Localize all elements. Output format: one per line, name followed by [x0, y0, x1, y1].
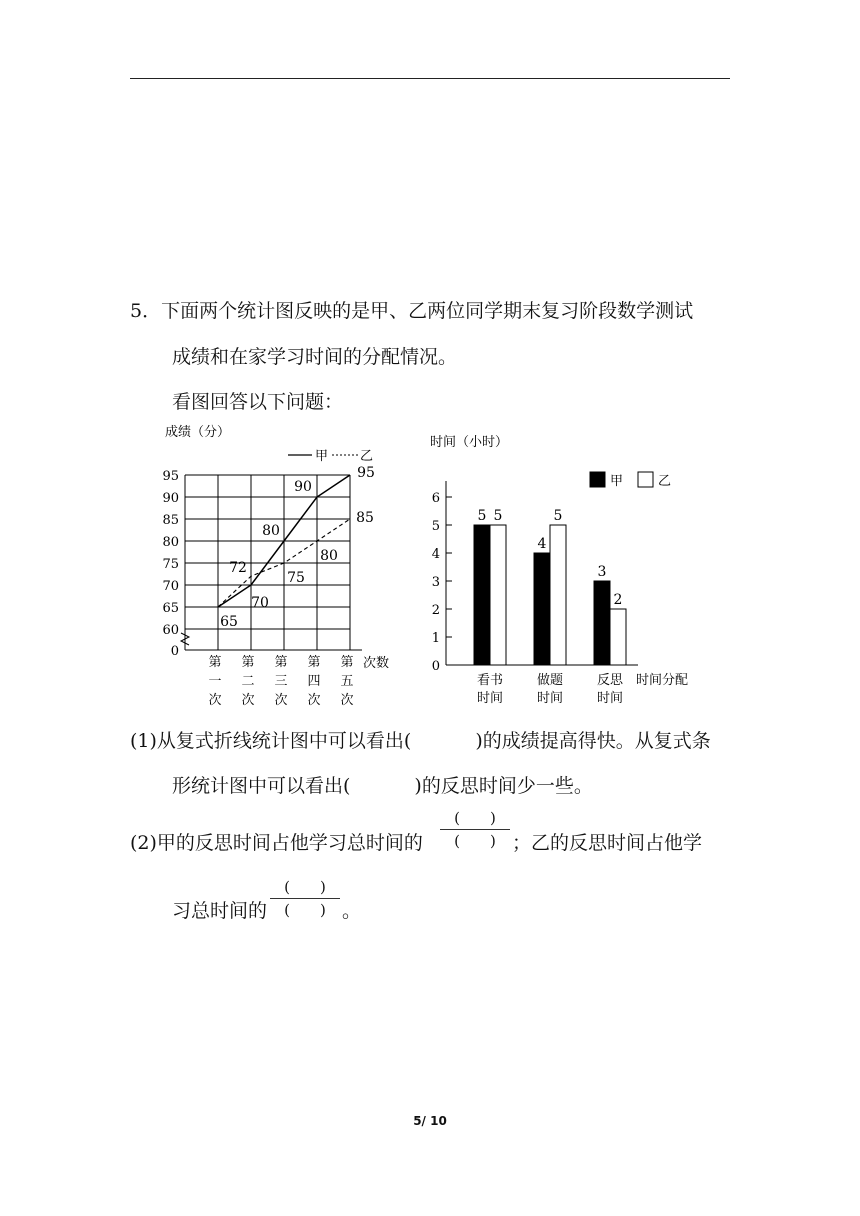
y-tick-label: 60 [162, 623, 179, 638]
fraction-blank-1[interactable] [440, 808, 510, 851]
y-tick-label: 0 [170, 644, 179, 659]
bar-jia [594, 581, 610, 665]
y-tick-label: 2 [431, 603, 440, 618]
subquestion-2-text-d: 。 [342, 900, 362, 922]
y-tick-label: 90 [162, 491, 179, 506]
y-tick-label: 85 [162, 513, 179, 528]
x-tick-label: 第 [274, 655, 288, 670]
question-number: 5． [130, 300, 162, 322]
data-label: 5 [493, 508, 503, 524]
line-chart-ylabel: 成绩（分） [165, 425, 231, 440]
x-tick-label: 反思 [596, 673, 624, 688]
bar-chart [420, 420, 720, 715]
fraction-bar [440, 829, 510, 830]
y-tick-label: 70 [162, 579, 179, 594]
question-5-line1 [130, 296, 693, 323]
q1-text-d: )的反思时间少一些。 [414, 775, 593, 797]
x-tick-label: 次 [241, 693, 255, 708]
fraction-bar [270, 898, 340, 899]
x-tick-label: 三 [274, 674, 288, 689]
fraction-denominator: ( ) [284, 901, 326, 919]
question-5-line3: 看图回答以下问题： [172, 391, 344, 413]
question-text: 下面两个统计图反映的是甲、乙两位同学期末复习阶段数学测试 [161, 300, 694, 322]
fraction-numerator: ( ) [284, 878, 326, 896]
subquestion-2-text-b: ；乙的反思时间占他学 [512, 832, 703, 854]
x-tick-label: 次 [208, 693, 222, 708]
data-label: 95 [357, 465, 375, 481]
legend-swatch-white [638, 472, 653, 487]
header-rule [130, 78, 730, 79]
subquestion-1-line2 [172, 771, 593, 798]
bar-chart-ylabel: 时间（小时） [430, 435, 509, 450]
bar-yi [550, 525, 566, 665]
x-tick-label: 一 [208, 674, 222, 689]
subquestion-2-text-a: (2)甲的反思时间占他学习总时间的 [130, 832, 423, 854]
x-tick-label: 第 [340, 655, 354, 670]
y-tick-label: 5 [431, 519, 440, 534]
data-label: 80 [320, 548, 338, 564]
x-tick-label: 四 [307, 674, 321, 689]
bar-yi [490, 525, 506, 665]
bar-jia [474, 525, 490, 665]
data-label: 65 [220, 614, 238, 630]
x-tick-label: 第 [241, 655, 255, 670]
legend-label: 乙 [658, 474, 672, 489]
x-tick-label: 时间 [476, 691, 504, 706]
data-label: 5 [477, 508, 487, 524]
bar-yi [610, 609, 626, 665]
x-tick-label: 五 [340, 674, 354, 689]
x-tick-label: 第 [307, 655, 321, 670]
x-tick-label: 时间 [596, 691, 624, 706]
x-tick-label: 做题 [536, 673, 564, 688]
x-tick-label: 次 [307, 693, 321, 708]
data-label: 72 [229, 560, 247, 577]
data-label: 85 [356, 510, 374, 526]
y-tick-label: 1 [431, 631, 440, 646]
x-tick-label: 次 [340, 693, 354, 708]
subquestion-1-line1 [130, 726, 711, 753]
y-tick-label: 80 [162, 535, 179, 550]
question-5-line2: 成绩和在家学习时间的分配情况。 [172, 346, 458, 368]
x-axis-label: 次数 [363, 656, 390, 671]
data-label: 3 [597, 564, 607, 580]
legend-label: 甲 [610, 474, 624, 489]
q1-text-c: 形统计图中可以看出( [172, 775, 351, 797]
fraction-blank-2[interactable] [270, 877, 340, 920]
data-label: 4 [537, 536, 547, 552]
fraction-numerator: ( ) [454, 809, 496, 827]
y-tick-label: 6 [431, 491, 440, 506]
x-tick-label: 次 [274, 693, 288, 708]
y-tick-label: 0 [431, 659, 440, 674]
y-tick-label: 75 [162, 557, 179, 572]
data-label: 90 [294, 479, 312, 495]
x-tick-label: 看书 [476, 673, 504, 688]
fraction-denominator: ( ) [454, 832, 496, 850]
q1-text-a: (1)从复式折线统计图中可以看出( [130, 730, 412, 752]
subquestion-2-text-c: 习总时间的 [172, 900, 268, 922]
y-tick-label: 3 [431, 575, 440, 590]
x-tick-label: 第 [208, 655, 222, 670]
data-label: 5 [553, 508, 563, 524]
y-tick-label: 4 [431, 547, 440, 562]
data-label: 2 [613, 592, 623, 608]
y-tick-label: 95 [162, 469, 179, 484]
data-label: 70 [251, 595, 269, 611]
x-tick-label: 时间 [536, 691, 564, 706]
data-label: 80 [262, 523, 280, 539]
y-tick-label: 65 [162, 601, 179, 616]
legend-label: 乙 [360, 449, 374, 464]
data-label: 75 [287, 570, 305, 586]
q1-text-b: )的成绩提高得快。从复式条 [475, 730, 711, 752]
x-axis-label: 时间分配 [636, 673, 689, 688]
legend-label: 甲 [315, 449, 329, 464]
bar-jia [534, 553, 550, 665]
x-tick-label: 二 [241, 674, 255, 689]
page-number: 5/ 10 [413, 1114, 447, 1128]
axis-break-mark [181, 633, 189, 645]
legend-swatch-black [590, 472, 605, 487]
